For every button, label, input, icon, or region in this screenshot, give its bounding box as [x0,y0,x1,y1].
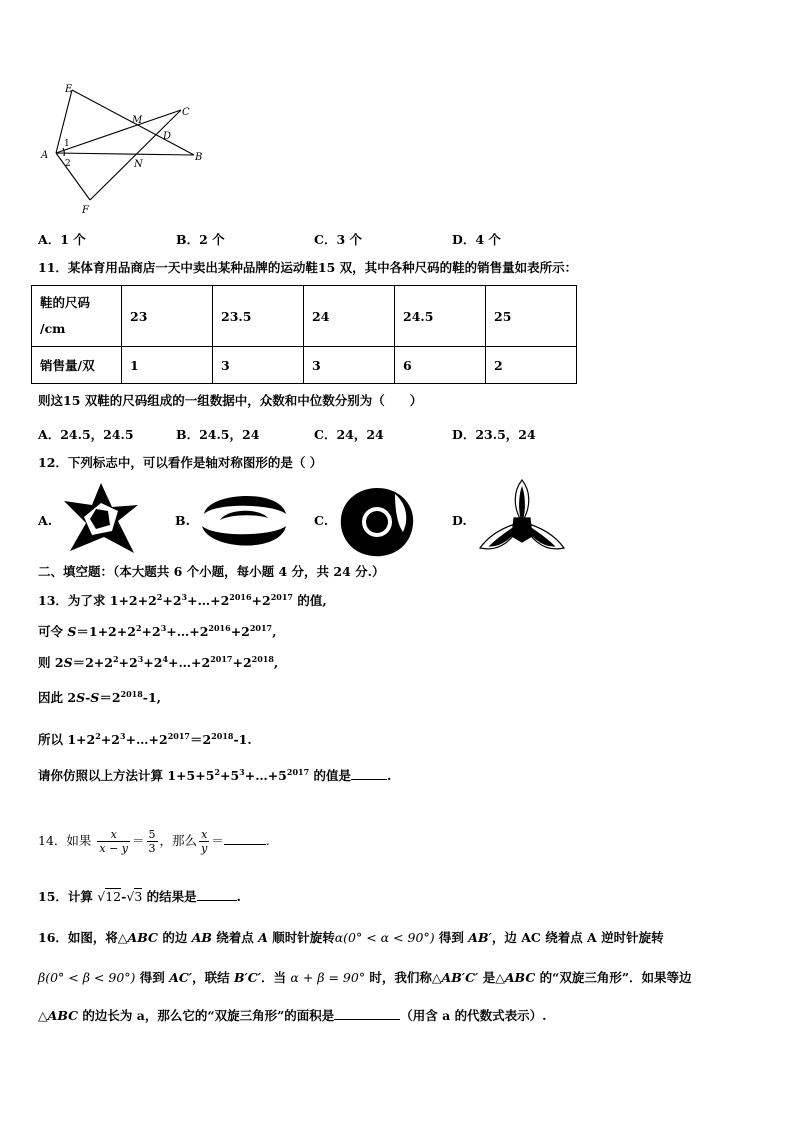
q13-line6: 请你仿照以上方法计算 $1+5+5^2+5^3+\dots+5^{2017}$ 的值是 . [38,766,392,783]
q11-option-d: D．23.5，24 [452,427,536,442]
split-ring-logo [198,484,290,556]
table-cell: 3 [304,347,395,384]
q16-line2: β(0° < β < 90°) 得到 AC′，联结 B′C′．当 α + β = 90° 时，我们称△AB′C′ 是△ABC 的“双旋三角形”．如果等边 [38,970,692,985]
header-size-line2: /cm [40,321,66,336]
q15-line: 15．计算 √12-√3 的结果是 . [38,889,241,904]
fraction-x-over-y: $\frac{x}{y}$ [201,828,208,855]
q11-option-c: C．24，24 [314,427,384,442]
label-f: F [82,205,89,215]
q12-label-d: D. [452,513,467,528]
q12-question: 12．下列标志中，可以看作是轴对称图形的是（ ） [38,455,323,470]
answer-blank[interactable] [351,767,387,780]
q11-question: 11．某体育用品商店一天中卖出某种品牌的运动鞋15 双，其中各种尺码的鞋的销售量如表所示： [38,260,578,275]
table-cell: 3 [213,347,304,384]
fraction-x-over-x-minus-y: $\frac{x}{x - y}$ [99,828,129,855]
label-b: B [195,152,203,163]
q16-line3: △ABC 的边长为 a，那么它的“双旋三角形”的面积是 （用含 a 的代数式表示）. [38,1008,547,1023]
q10-option-d: D．4 个 [452,232,501,247]
table-row [32,347,577,384]
table-cell: 25 [486,286,577,347]
q13-line2: 可令 $S=1+2+2^2+2^3+\dots+2^{2016}+2^{2017}$, [38,622,277,639]
label-c: C [182,107,190,118]
label-a: A [41,150,49,161]
label-angle-2: 2 [65,159,71,169]
sqrt-3: √3 [126,889,143,904]
label-angle-1: 1 [64,139,70,149]
table-cell: 24.5 [395,286,486,347]
crescent-circle-logo [337,484,417,560]
q13-line4: 因此 $2S-S=2^{2018}-1$, [38,688,162,705]
geometry-figure [36,80,216,215]
label-d: D [163,131,172,142]
q13-line5: 所以 $1+2^2+2^3+\dots+2^{2017}=2^{2018}-1$. [38,730,252,747]
answer-blank[interactable] [224,832,266,845]
q16-line1: 16．如图，将△ABC 的边 AB 绕着点 A 顺时针旋转α(0° < α < 90°) 得到 AB′，边 AC 绕着点 A 逆时针旋转 [38,930,664,945]
table-cell: 23.5 [213,286,304,347]
q11-follow: 则这15 双鞋的尺码组成的一组数据中，众数和中位数分别为（ ） [38,393,423,408]
table-cell: 23 [122,286,213,347]
q12-label-b: B. [175,513,190,528]
q10-option-a: A．1 个 [38,232,86,247]
table-cell: 6 [395,347,486,384]
section-heading: 二、填空题：（本大题共 6 个小题，每小题 4 分，共 24 分.） [38,564,385,579]
label-n: N [134,159,143,170]
q11-option-a: A．24.5，24.5 [38,427,134,442]
fraction-5-over-3: $\frac{5}{3}$ [148,828,156,855]
q13-line3: 则 $2S=2+2^2+2^3+2^4+\dots+2^{2017}+2^{2018}$, [38,653,279,670]
sqrt-12: √12 [97,889,122,904]
shoe-size-table [31,285,577,384]
q10-option-c: C．3 个 [314,232,362,247]
four-point-star-logo [62,481,140,557]
q10-option-b: B．2 个 [176,232,225,247]
answer-blank[interactable] [334,1007,400,1020]
angle-arc [63,148,64,156]
answer-blank[interactable] [197,888,237,901]
segment-af [56,153,90,200]
three-petal-logo [476,478,568,560]
header-size-line1: 鞋的尺码 [40,295,91,310]
table-cell: 1 [122,347,213,384]
q14-line: 14．如果 $\frac{x}{x - y}$ ＝ $\frac{5}{3}$ ，那么 $\frac{x}{y}$ ＝ . [38,828,270,855]
q11-option-b: B．24.5，24 [176,427,260,442]
q12-label-a: A. [38,513,53,528]
table-header-size [32,286,122,347]
label-m: M [132,115,143,126]
q12-label-c: C. [314,513,329,528]
table-cell: 2 [486,347,577,384]
table-cell: 24 [304,286,395,347]
segment-ab [56,153,194,155]
table-row [32,286,577,347]
q13-line1: 13．为了求 $1+2+2^2+2^3+\dots+2^{2016}+2^{2017}$ 的值, [38,591,327,608]
label-e: E [65,84,73,95]
table-header-count: 销售量/双 [32,347,122,384]
